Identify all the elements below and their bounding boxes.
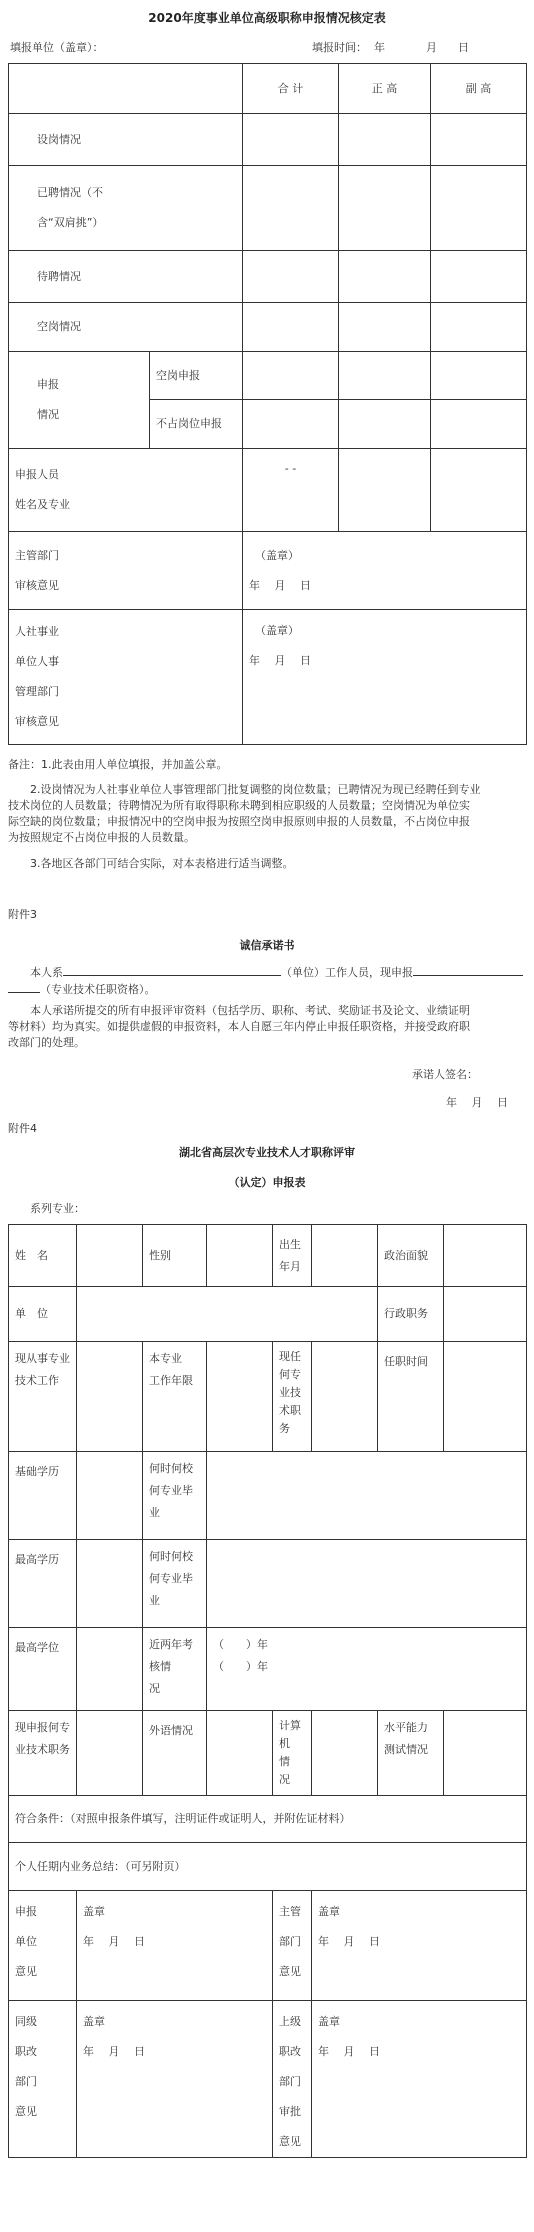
a4-politics-label: 政治面貌 <box>378 1225 444 1287</box>
a4-foreign-label: 外语情况 <box>143 1711 207 1796</box>
a4-years-label <box>143 1342 207 1452</box>
a4-birth-label <box>273 1225 312 1287</box>
a4-apply-unit-line3: 意见 <box>15 1965 37 1978</box>
a4-incumbent-line1: 现任 <box>279 1350 301 1363</box>
form1-hr-seal: （盖章） <box>255 624 299 637</box>
a4-admin-post-label: 行政职务 <box>378 1287 444 1342</box>
a4-applying-label <box>9 1711 77 1796</box>
form1-apply-vacant: 空岗申报 <box>150 352 243 400</box>
a4-apply-unit-line1: 申报 <box>15 1905 37 1918</box>
a4-top-school-label <box>143 1540 207 1628</box>
a4-upper-label <box>273 2001 312 2158</box>
a4-unit-label: 单 位 <box>9 1287 77 1342</box>
form1-time-year: 年 <box>374 41 385 54</box>
a4-apply-unit-date: 年 月 日 <box>83 1935 145 1948</box>
form1-time-day: 日 <box>458 41 469 54</box>
note-2-line3: 际空缺的岗位数量；申报情况中的空岗申报为按照空岗申报原则申报的人员数量，不占岗位申报 <box>8 815 470 828</box>
a4-assess-line1: 近两年考 <box>149 1638 193 1651</box>
form1-row-hr <box>9 610 243 745</box>
form1-header-senior: 正 高 <box>339 64 431 114</box>
a4-incumbent-line3: 业技 <box>279 1386 301 1399</box>
a4-years-line1: 本专业 <box>149 1352 182 1365</box>
form1-hr-line1: 人社事业 <box>15 625 59 638</box>
attach3-para2-line3: 改部门的处理。 <box>8 1036 85 1049</box>
attach3-label: 附件3 <box>8 908 37 921</box>
a4-peer-line3: 部门 <box>15 2075 37 2088</box>
form1-apply-line2: 情况 <box>37 408 59 421</box>
attach3-para2-line2: 等材料）均为真实。如提供虚假的申报资料，本人自愿三年内停止申报任职资格，并接受政府职 <box>8 1020 470 1033</box>
form1-hr-opinion <box>243 610 527 745</box>
a4-top-school-line1: 何时何校 <box>149 1550 193 1563</box>
a4-level-line2: 测试情况 <box>384 1743 428 1756</box>
a4-supervisor-label <box>273 1891 312 2001</box>
a4-upper-date: 年 月 日 <box>318 2045 380 2058</box>
a4-apply-unit-label <box>9 1891 77 2001</box>
a4-cur-work-label <box>9 1342 77 1452</box>
form1-row-set: 设岗情况 <box>9 114 243 166</box>
form1-dept-line1: 主管部门 <box>15 548 59 562</box>
form1-hr-date: 年 月 日 <box>249 654 311 667</box>
a4-supervisor-seal: 盖章 <box>318 1905 340 1918</box>
attach3-p1-c: （专业技术任职资格）。 <box>40 983 156 996</box>
note-3: 3.各地区各部门可结合实际，对本表格进行适当调整。 <box>30 857 294 870</box>
a4-computer-line4: 况 <box>279 1773 290 1786</box>
a4-applying-line1: 现申报何专 <box>15 1721 70 1734</box>
form1-row-hired <box>9 166 243 251</box>
a4-supervisor-line2: 部门 <box>279 1935 301 1948</box>
a4-assess-year1: （ ）年 <box>213 1638 268 1651</box>
form1-time-label: 填报时间： <box>312 41 367 54</box>
a4-when-school-line2: 何专业毕 <box>149 1484 193 1497</box>
a4-applying-line2: 业技术职务 <box>15 1743 70 1756</box>
form1-row-waiting: 待聘情况 <box>9 251 243 303</box>
a4-upper-line2: 职改 <box>279 2045 301 2058</box>
form1-header-total: 合 计 <box>243 64 339 114</box>
a4-top-edu-label: 最高学历 <box>9 1540 77 1628</box>
form1-person-line1: 申报人员 <box>15 468 59 481</box>
form1-person-value: - - <box>243 449 339 532</box>
attach4-label: 附件4 <box>8 1122 37 1135</box>
form1-unit-label: 填报单位（盖章）： <box>10 41 104 54</box>
form1-dept-line2: 审核意见 <box>15 578 59 592</box>
note-2-line2: 技术岗位的人员数量；待聘情况为所有取得职称未聘到相应职级的人员数量；空岗情况为单位实 <box>8 799 470 812</box>
attach3-sign: 承诺人签名： <box>412 1068 478 1081</box>
a4-birth-line2: 年月 <box>279 1259 301 1273</box>
form1-header-deputy: 副 高 <box>431 64 527 114</box>
a4-computer-line1: 计算 <box>279 1719 301 1732</box>
a4-assess-years <box>207 1628 527 1711</box>
a4-name-label: 姓 名 <box>9 1225 77 1287</box>
a4-cur-line1: 现从事专业 <box>15 1352 70 1365</box>
a4-peer-seal: 盖章 <box>83 2015 105 2028</box>
a4-supervisor-line3: 意见 <box>279 1965 301 1978</box>
attach4-title-2: （认定）申报表 <box>228 1176 306 1189</box>
a4-years-line2: 工作年限 <box>149 1374 193 1387</box>
a4-assess-line3: 况 <box>149 1682 160 1695</box>
a4-top-school-line3: 业 <box>149 1594 160 1607</box>
attach3-p1-b: （单位）工作人员，现申报 <box>281 966 413 979</box>
attach3-title: 诚信承诺书 <box>239 939 295 952</box>
a4-upper-line5: 意见 <box>279 2135 301 2148</box>
a4-conditions: 符合条件：（对照申报条件填写，注明证件或证明人，并附佐证材料） <box>9 1796 527 1843</box>
a4-assess-year2: （ ）年 <box>213 1660 268 1673</box>
a4-upper-seal: 盖章 <box>318 2015 340 2028</box>
form1-row-apply <box>9 352 150 449</box>
attach3-p1-a: 本人系 <box>30 966 63 979</box>
a4-upper-line4: 审批 <box>279 2105 301 2118</box>
attach3-para1-line1 <box>30 963 530 981</box>
form1-dept-seal: （盖章） <box>255 548 299 562</box>
a4-peer-label <box>9 2001 77 2158</box>
attach4-title-1: 湖北省高层次专业技术人才职称评审 <box>179 1146 355 1159</box>
a4-cur-line2: 技术工作 <box>15 1374 59 1387</box>
form1-title: 2020年度事业单位高级职称申报情况核定表 <box>148 11 386 25</box>
a4-apply-unit-seal: 盖章 <box>83 1905 105 1918</box>
form1-table <box>8 63 527 745</box>
form1-hr-line2: 单位人事 <box>15 655 59 668</box>
a4-incumbent-label <box>273 1342 312 1452</box>
form1-person-line2: 姓名及专业 <box>15 498 70 511</box>
a4-peer-opinion <box>77 2001 273 2158</box>
a4-apply-unit-opinion <box>77 1891 273 2001</box>
a4-apply-unit-line2: 单位 <box>15 1935 37 1948</box>
a4-upper-opinion <box>312 2001 527 2158</box>
a4-upper-line1: 上级 <box>279 2015 301 2028</box>
form1-row-person <box>9 449 243 532</box>
form1-row-vacant: 空岗情况 <box>9 303 243 352</box>
attach4-series: 系列专业： <box>30 1202 85 1215</box>
blank-apply <box>413 963 523 976</box>
form1-hr-line3: 管理部门 <box>15 685 59 698</box>
a4-supervisor-line1: 主管 <box>279 1905 301 1918</box>
blank-unit <box>63 963 281 976</box>
attach4-table <box>8 1224 527 2158</box>
a4-gender-label: 性别 <box>143 1225 207 1287</box>
a4-peer-line1: 同级 <box>15 2015 37 2028</box>
note-2-line1: 2.设岗情况为人社事业单位人事管理部门批复调整的岗位数量；已聘情况为现已经聘任到专业 <box>30 783 481 796</box>
a4-computer-label <box>273 1711 312 1796</box>
form1-header-blank <box>9 64 243 114</box>
a4-upper-line3: 部门 <box>279 2075 301 2088</box>
form1-row-dept <box>9 532 243 610</box>
a4-summary: 个人任期内业务总结：（可另附页） <box>9 1843 527 1891</box>
a4-incumbent-line5: 务 <box>279 1422 290 1435</box>
a4-peer-line4: 意见 <box>15 2105 37 2118</box>
form1-apply-line1: 申报 <box>37 378 59 391</box>
a4-top-degree-label: 最高学位 <box>9 1628 77 1711</box>
a4-top-school-line2: 何专业毕 <box>149 1572 193 1585</box>
form1-apply-nonpost: 不占岗位申报 <box>150 400 243 449</box>
a4-peer-date: 年 月 日 <box>83 2045 145 2058</box>
attach3-para2-line1: 本人承诺所提交的所有申报评审资料（包括学历、职称、考试、奖励证书及论文、业绩证明 <box>30 1004 470 1017</box>
a4-when-school-line1: 何时何校 <box>149 1462 193 1475</box>
note-2-line4: 为按照规定不占岗位申报的人员数量。 <box>8 831 195 844</box>
form1-dept-date: 年 月 日 <box>249 578 311 592</box>
a4-incumbent-line4: 术职 <box>279 1404 301 1417</box>
a4-appoint-time-label: 任职时间 <box>378 1342 444 1452</box>
a4-peer-line2: 职改 <box>15 2045 37 2058</box>
a4-basic-edu-label: 基础学历 <box>9 1452 77 1540</box>
a4-incumbent-line2: 何专 <box>279 1368 301 1381</box>
a4-supervisor-opinion <box>312 1891 527 2001</box>
a4-computer-line3: 情 <box>279 1755 290 1768</box>
blank-qualification <box>8 980 40 993</box>
form1-hr-line4: 审核意见 <box>15 715 59 728</box>
a4-supervisor-date: 年 月 日 <box>318 1935 380 1948</box>
form1-hired-line2: 含“双肩挑”） <box>37 216 104 229</box>
a4-birth-line1: 出生 <box>279 1237 301 1251</box>
a4-computer-line2: 机 <box>279 1737 290 1750</box>
a4-when-school-line3: 业 <box>149 1506 160 1519</box>
attach3-date: 年 月 日 <box>446 1096 508 1109</box>
a4-assess-line2: 核情 <box>149 1660 171 1673</box>
a4-when-school-label <box>143 1452 207 1540</box>
attach3-para1-line2 <box>8 980 156 998</box>
form1-dept-opinion <box>243 532 527 610</box>
form1-hired-line1: 已聘情况（不 <box>37 186 103 199</box>
form1-time-month: 月 <box>426 41 437 54</box>
a4-level-label <box>378 1711 444 1796</box>
note-1: 备注：1.此表由用人单位填报，并加盖公章。 <box>8 758 228 771</box>
a4-level-line1: 水平能力 <box>384 1721 428 1734</box>
a4-assess-label <box>143 1628 207 1711</box>
